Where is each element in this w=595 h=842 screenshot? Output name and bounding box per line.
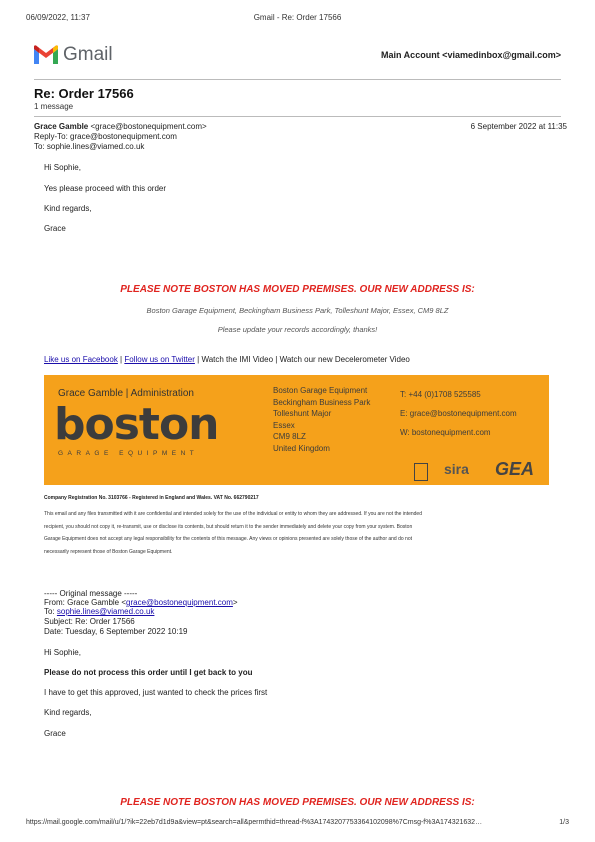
imi-video-link[interactable]: Watch the IMI Video xyxy=(201,355,274,364)
header-divider xyxy=(34,79,561,80)
banner-address-line: Boston Garage Equipment xyxy=(273,386,368,395)
link-separator: | xyxy=(117,355,125,364)
disclaimer-line: This email and any files transmitted with it are confidential and intended solely for the use of the individual or entity to whom they are addressed. If you are not the intended xyxy=(44,511,422,517)
disclaimer-line: necessarily represent those of Boston Garage Equipment. xyxy=(44,548,173,555)
banner-person: Grace Gamble | Administration xyxy=(58,388,194,399)
decelerometer-video-link[interactable]: Watch our new Decelerometer Video xyxy=(279,355,410,364)
banner-address-line: Essex xyxy=(273,420,295,430)
reply-to: Reply-To: grace@bostonequipment.com xyxy=(34,132,177,141)
link-separator: | xyxy=(194,355,202,364)
disclaimer-line: Garage Equipment does not accept any legal responsibility for the contents of this message. Any views or opinions presented are solely those of the author and do not xyxy=(44,536,413,542)
thread-divider xyxy=(34,116,561,117)
disclaimer-line: recipient, you should not copy it, re-transmit, use or disclose its contents, but should return it to the sender immediately and delete your copy from your system. Boston xyxy=(44,523,413,530)
banner-address-line: Beckingham Business Park xyxy=(273,397,371,407)
body-line: Yes please proceed with this order xyxy=(44,184,166,193)
banner-address xyxy=(273,385,370,454)
facebook-link[interactable]: Like us on Facebook xyxy=(44,355,118,364)
original-to-label: To: xyxy=(44,607,57,616)
original-to xyxy=(44,607,154,616)
banner-address-line: CM9 8LZ xyxy=(273,432,306,441)
original-bold-line: Please do not process this order until I get back to you xyxy=(44,668,253,677)
new-address: Boston Garage Equipment, Beckingham Business Park, Tolleshunt Major, Essex, CM9 8LZ xyxy=(146,306,449,315)
update-records-note: Please update your records accordingly, thanks! xyxy=(217,325,378,334)
print-datetime: 06/09/2022, 11:37 xyxy=(26,13,90,22)
gea-logo: GEA xyxy=(495,459,535,479)
signature-banner xyxy=(44,375,549,485)
message-count: 1 message xyxy=(34,102,74,111)
banner-website[interactable]: W: bostonequipment.com xyxy=(400,428,491,437)
message-date: 6 September 2022 at 11:35 xyxy=(470,122,567,131)
certification-icon xyxy=(414,463,428,481)
original-message-separator: ----- Original message ----- xyxy=(44,589,138,598)
original-from xyxy=(44,598,238,607)
sender-line xyxy=(34,122,207,131)
original-closing: Kind regards, xyxy=(44,708,92,717)
moved-premises-notice-2: PLEASE NOTE BOSTON HAS MOVED PREMISES. OUR NEW ADDRESS IS: xyxy=(120,797,475,808)
print-page-title: Gmail - Re: Order 17566 xyxy=(253,13,342,22)
print-url: https://mail.google.com/mail/u/1/?ik=22eb7d1d9a&view=pt&search=all&permthid=thread-f%3A1743207753364102098%7Cmsg-f%3A174321632… xyxy=(26,819,483,826)
link-separator: | xyxy=(273,355,280,364)
body-greeting: Hi Sophie, xyxy=(44,163,81,172)
banner-address-line: Tolleshunt Major xyxy=(273,409,332,418)
account-label: Main Account <viamedinbox@gmail.com> xyxy=(381,50,561,60)
banner-telephone: T: +44 (0)1708 525585 xyxy=(400,390,481,399)
twitter-link[interactable]: Follow us on Twitter xyxy=(124,355,195,364)
original-name: Grace xyxy=(44,729,66,738)
original-from-close: > xyxy=(232,598,238,607)
boston-tagline: GARAGE EQUIPMENT xyxy=(58,450,199,457)
original-from-email[interactable]: grace@bostonequipment.com xyxy=(126,598,233,607)
body-name: Grace xyxy=(44,224,66,233)
original-from-label: From: Grace Gamble < xyxy=(44,598,127,607)
sender-email[interactable]: <grace@bostonequipment.com> xyxy=(90,122,207,131)
email-disclaimer xyxy=(44,508,549,558)
banner-email[interactable]: E: grace@bostonequipment.com xyxy=(400,409,517,418)
original-greeting: Hi Sophie, xyxy=(44,648,81,657)
company-registration: Company Registration No. 3103766 - Registered in England and Wales. VAT No. 662790217 xyxy=(44,495,259,501)
gmail-wordmark: Gmail xyxy=(63,44,113,65)
boston-logo: boston xyxy=(54,399,219,450)
gmail-logo[interactable] xyxy=(33,44,113,66)
original-subject: Subject: Re: Order 17566 xyxy=(44,617,135,626)
original-date: Date: Tuesday, 6 September 2022 10:19 xyxy=(44,627,188,636)
gmail-m-icon xyxy=(33,45,59,65)
moved-premises-notice: PLEASE NOTE BOSTON HAS MOVED PREMISES. OUR NEW ADDRESS IS: xyxy=(120,284,475,295)
social-links xyxy=(44,355,410,364)
body-closing: Kind regards, xyxy=(44,204,92,213)
thread-subject: Re: Order 17566 xyxy=(34,86,134,101)
print-page-number: 1/3 xyxy=(559,819,569,826)
original-to-email[interactable]: sophie.lines@viamed.co.uk xyxy=(56,607,155,616)
recipient: To: sophie.lines@viamed.co.uk xyxy=(34,142,145,151)
sender-name: Grace Gamble xyxy=(34,122,89,131)
banner-address-line: United Kingdom xyxy=(273,443,330,453)
banner-contact xyxy=(400,385,517,442)
sira-logo: sira xyxy=(444,461,469,477)
original-line: I have to get this approved, just wanted to check the prices first xyxy=(44,688,268,697)
